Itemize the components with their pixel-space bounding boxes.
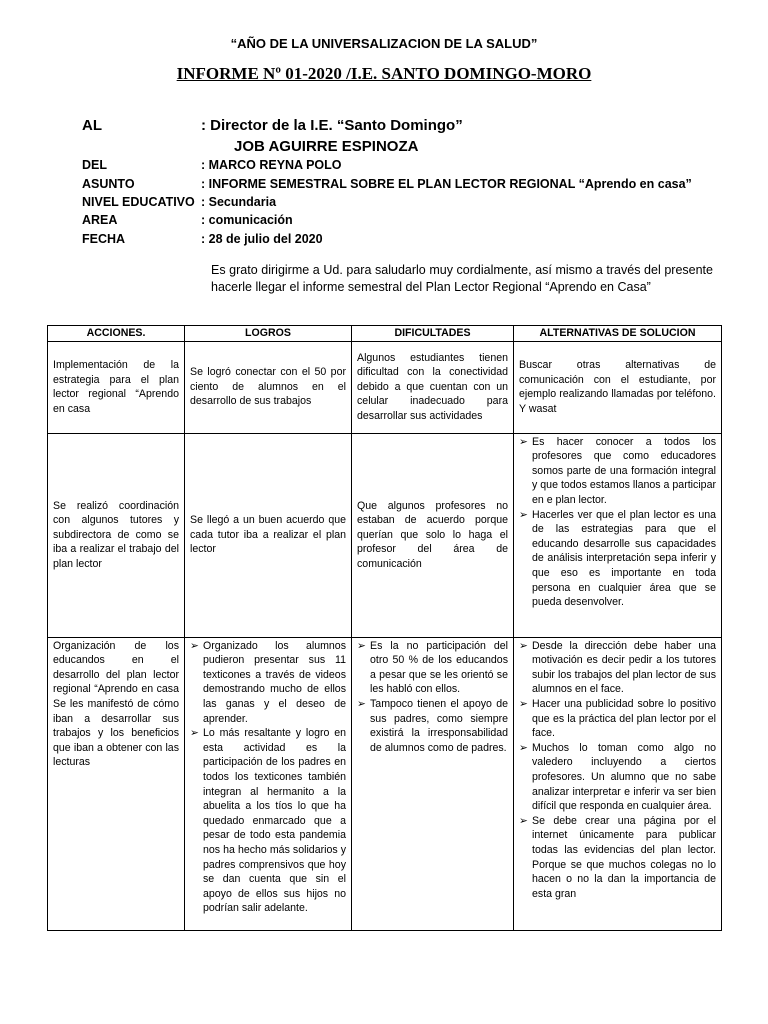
row3-alternativas [514, 637, 722, 930]
arrow-bullet-icon: ➢ [519, 435, 528, 448]
row1-dificultades: Algunos estudiantes tienen dificultad con la conectividad debido a que cuentan con un celular inadecuado para desarrollar sus actividades [352, 341, 514, 433]
bullet-text: Organizado los alumnos pudieron presentar sus 11 texticones a través de videos demostrando mucho de ellos las ganas y el deseo de aprender. [203, 639, 346, 725]
row2-dificultades: Que algunos profesores no estaban de acuerdo porque querían que solo lo haga el profesor del área de comunicación [352, 433, 514, 637]
al-label: AL [82, 117, 102, 134]
header-alternativas: ALTERNATIVAS DE SOLUCION [514, 326, 722, 342]
bullet-text: Es la no participación del otro 50 % de los educandos a pesar que se les orientó se les habló con ellos. [370, 639, 508, 696]
del-label: DEL [82, 158, 107, 172]
bullet-text: Tampoco tienen el apoyo de sus padres, como siempre existirá la irresponsabilidad de alumnos como de padres. [370, 697, 508, 754]
bullet-text: Muchos lo toman como algo no valedero incluyendo a ciertos profesores. Un alumno que no sabe analizar interpretar e inferir va ser bien difícil que responda en cualquier área. [532, 741, 716, 813]
year-slogan: “AÑO DE LA UNIVERSALIZACION DE LA SALUD” [230, 36, 538, 51]
row3-logros [185, 637, 352, 930]
header-dificultades: DIFICULTADES [352, 326, 514, 342]
bullet-text: Es hacer conocer a todos los profesores que como educadores somos parte de una formación integral y que todos estamos llanos a participar en e plan lector. [532, 435, 716, 506]
bullet-item [519, 508, 716, 610]
del-value: : MARCO REYNA POLO [201, 158, 342, 172]
row3-dificultades [352, 637, 514, 930]
report-table [47, 325, 722, 931]
intro-paragraph: Es grato dirigirme a Ud. para saludarlo muy cordialmente, así mismo a través del presente hacerle llegar el informe semestral del Plan Lector Regional “Aprendo en Casa” [211, 263, 713, 294]
table-row [48, 433, 722, 637]
bullet-item [357, 697, 508, 755]
arrow-bullet-icon: ➢ [190, 727, 199, 740]
asunto-label: ASUNTO [82, 177, 135, 191]
bullet-text: Hacerles ver que el plan lector es una de las estrategias para que el educando desarrolle sus capacidades de análisis interpretación sepa inferir y que eso es importante en toda persona en cualquier área que se pueda desenvolver. [532, 508, 716, 609]
bullet-text: Hacer una publicidad sobre lo positivo que es la práctica del plan lector por el face. [532, 697, 716, 740]
arrow-bullet-icon: ➢ [519, 741, 528, 754]
fecha-label: FECHA [82, 232, 126, 246]
bullet-text: Se debe crear una página por el internet únicamente para publicar todas las evidencias del plan lector. Porque se que muchos colegas no lo hacen o no la dan la importancia de esta gran [532, 814, 716, 900]
table-row [48, 637, 722, 930]
row2-acciones: Se realizó coordinación con algunos tutores y subdirectora de como se iba a realizar el trabajo del plan lector [48, 433, 185, 637]
bullet-item [519, 814, 716, 902]
header-acciones: ACCIONES. [48, 326, 185, 342]
row1-alternativas: Buscar otras alternativas de comunicación con el estudiante, por ejemplo realizando llamadas por teléfono. Y wasat [514, 341, 722, 433]
arrow-bullet-icon: ➢ [357, 697, 366, 710]
bullet-item [519, 741, 716, 814]
nivel-value: : Secundaria [201, 195, 277, 209]
area-label: AREA [82, 213, 118, 227]
bullet-item [190, 726, 346, 916]
nivel-label: NIVEL EDUCATIVO [82, 195, 195, 209]
al-value: : Director de la I.E. “Santo Domingo” [201, 117, 463, 134]
bullet-item [190, 639, 346, 727]
bullet-item [519, 639, 716, 697]
table-header-row [48, 326, 722, 342]
bullet-item [519, 435, 716, 508]
director-name: JOB AGUIRRE ESPINOZA [234, 138, 419, 155]
arrow-bullet-icon: ➢ [357, 639, 366, 652]
report-title: INFORME Nº 01-2020 /I.E. SANTO DOMINGO-MORO [176, 64, 592, 83]
bullet-item [357, 639, 508, 697]
cell-clip [519, 639, 716, 929]
row1-logros: Se logró conectar con el 50 por ciento de alumnos en el desarrollo de sus trabajos [185, 341, 352, 433]
bullet-text: Lo más resaltante y logro en esta actividad es la participación de los padres en todos los texticones también integran al hermanito a la abuelita a los tíos lo que ha quedado enmarcado que a pesar de todo esta pandemia nos ha hecho más solidarios y padres comprensivos que hoy se dan cuenta que sin el apoyo de ellos sus hijos no podrían salir adelante. [203, 727, 346, 915]
table-row [48, 341, 722, 433]
arrow-bullet-icon: ➢ [519, 508, 528, 521]
row2-logros: Se llegó a un buen acuerdo que cada tutor iba a realizar el plan lector [185, 433, 352, 637]
row1-acciones: Implementación de la estrategia para el plan lector regional “Aprendo en casa [48, 341, 185, 433]
row2-alternativas [514, 433, 722, 637]
row3-acciones: Organización de los educandos en el desarrollo del plan lector regional “Aprendo en casa Se les manifestó de cómo iban a desarrollar sus trabajos y los beneficios que iban a obtener con las lecturas [48, 637, 185, 930]
arrow-bullet-icon: ➢ [519, 639, 528, 652]
fecha-value: : 28 de julio del 2020 [201, 232, 323, 246]
arrow-bullet-icon: ➢ [519, 697, 528, 710]
header-logros: LOGROS [185, 326, 352, 342]
area-value: : comunicación [201, 213, 293, 227]
arrow-bullet-icon: ➢ [190, 639, 199, 652]
bullet-text: Desde la dirección debe haber una motivación es decir pedir a los tutores subir los trabajos del plan lector de sus alumnos en el face. [532, 639, 716, 696]
asunto-value: : INFORME SEMESTRAL SOBRE EL PLAN LECTOR REGIONAL “Aprendo en casa” [201, 177, 692, 191]
arrow-bullet-icon: ➢ [519, 814, 528, 827]
bullet-item [519, 697, 716, 741]
